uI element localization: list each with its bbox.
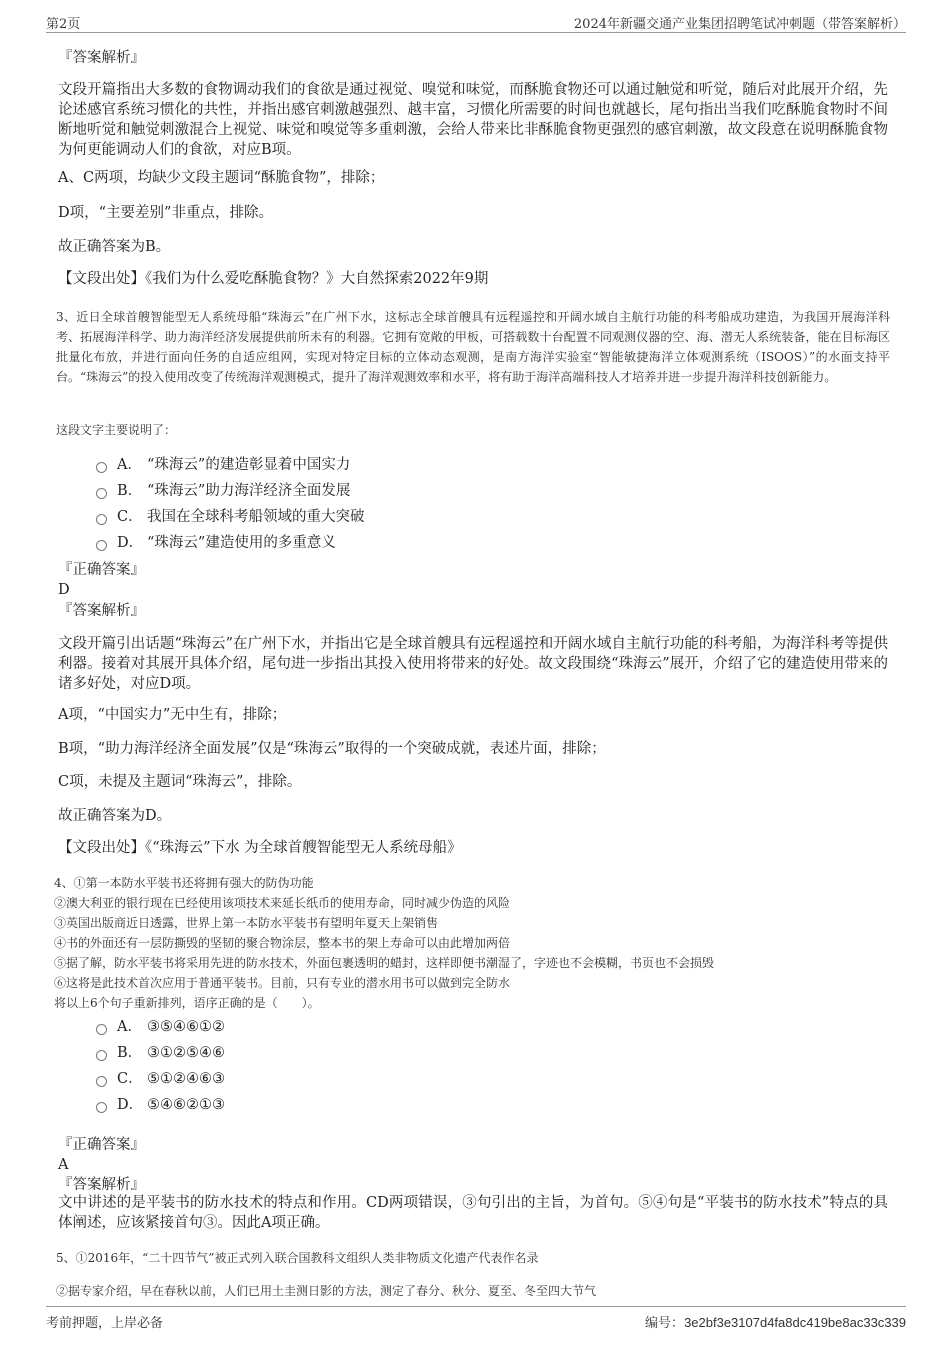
option-letter: B． bbox=[117, 483, 143, 499]
option-text: ③⑤④⑥①② bbox=[147, 1019, 225, 1035]
footer-slogan: 考前押题，上岸必备 bbox=[46, 1316, 164, 1331]
option-text: ③①②⑤④⑥ bbox=[147, 1045, 225, 1061]
q2-analysis-label: 『答案解析』 bbox=[58, 50, 145, 66]
q3-answer-label: 『正确答案』 bbox=[58, 562, 145, 578]
option-letter: A． bbox=[117, 1019, 142, 1035]
option-text: ⑤①②④⑥③ bbox=[147, 1071, 225, 1087]
option-letter: B． bbox=[117, 1045, 143, 1061]
q2-line-d: D项，“主要差别”非重点，排除。 bbox=[58, 205, 273, 221]
option-letter: A． bbox=[117, 457, 142, 473]
option-text: 我国在全球科考船领域的重大突破 bbox=[147, 509, 365, 525]
code-label: 编号： bbox=[645, 1316, 685, 1331]
q4-sentence-5: ⑤据了解，防水平装书将采用先进的防水技术，外面包裹透明的蜡封，这样即便书潮湿了，字迹也不会模糊，书页也不会损毁 bbox=[54, 956, 715, 970]
q3-answer: D bbox=[58, 582, 70, 598]
q4-option-b[interactable] bbox=[96, 1043, 225, 1063]
q4-option-a[interactable] bbox=[96, 1017, 225, 1037]
q3-source: 【文段出处】《“珠海云”下水 为全球首艘智能型无人系统母船》 bbox=[58, 840, 462, 856]
q3-line-c: C项，未提及主题词“珠海云”，排除。 bbox=[58, 774, 302, 790]
option-letter: C． bbox=[117, 1071, 143, 1087]
q3-analysis-label: 『答案解析』 bbox=[58, 603, 145, 619]
q3-prompt: 这段文字主要说明了： bbox=[56, 423, 177, 437]
header-divider bbox=[46, 32, 906, 33]
radio-icon[interactable] bbox=[96, 540, 107, 551]
radio-icon[interactable] bbox=[96, 1024, 107, 1035]
q4-analysis-text: 文中讲述的是平装书的防水技术的特点和作用。CD两项错误，③句引出的主旨，为首句。⑤④句是“平装书的防水技术”特点的具体阐述，应该紧接首句③。因此A项正确。 bbox=[58, 1195, 888, 1231]
q3-line-b: B项，“助力海洋经济全面发展”仅是“珠海云”取得的一个突破成就，表述片面，排除； bbox=[58, 741, 606, 757]
q5-sentence-1: 5、①2016年，“二十四节气”被正式列入联合国教科文组织人类非物质文化遗产代表作名录 bbox=[56, 1251, 539, 1265]
q2-analysis-text: 文段开篇指出大多数的食物调动我们的食欲是通过视觉、嗅觉和味觉，而酥脆食物还可以通过触觉和听觉，随后对此展开介绍，先论述感官系统习惯化的共性，并指出感官刺激越强烈、越丰富，习惯化所需要的时间也就越长，尾句指出当我们吃酥脆食物时不间断地听觉和触觉刺激混合上视觉、味觉和嗅觉等多重刺激，会给人带来比非酥脆食物更强烈的感官刺激，故文段意在说明酥脆食物为何更能调动人们的食欲，对应B项。 bbox=[58, 82, 888, 158]
q4-sentence-1: 4、①第一本防水平装书还将拥有强大的防伪功能 bbox=[54, 876, 314, 890]
option-text: “珠海云”建造使用的多重意义 bbox=[147, 535, 336, 551]
option-text: “珠海云”的建造彰显着中国实力 bbox=[147, 457, 351, 473]
document-code bbox=[645, 1312, 906, 1331]
option-letter: C． bbox=[117, 509, 143, 525]
option-letter: D． bbox=[117, 535, 144, 551]
q2-line-ac: A、C两项，均缺少文段主题词“酥脆食物”，排除； bbox=[58, 170, 385, 186]
q3-correct-answer: 故正确答案为D。 bbox=[58, 808, 172, 824]
q4-analysis-label: 『答案解析』 bbox=[58, 1177, 145, 1193]
q5-sentence-2: ②据专家介绍，早在春秋以前，人们已用土圭测日影的方法，测定了春分、秋分、夏至、冬至四大节气 bbox=[56, 1284, 597, 1298]
q3-stem: 3、近日全球首艘智能型无人系统母船“珠海云”在广州下水，这标志全球首艘具有远程遥控和开阔水域自主航行功能的科考船成功建造，为我国开展海洋科考、拓展海洋科学、助力海洋经济发展提供前所未有的利器。它拥有宽敞的甲板，可搭载数十台配置不同观测仪器的空、海、潜无人系统装备，能在目标海区批量化布放，并进行面向任务的自适应组网，实现对特定目标的立体动态观测，是南方海洋实验室“智能敏捷海洋立体观测系统（ISOOS）”的水面支持平台。“珠海云”的投入使用改变了传统海洋观测模式，提升了海洋观测效率和水平，将有助于海洋高端科技人才培养并进一步提升海洋科技创新能力。 bbox=[56, 310, 890, 384]
q4-option-d[interactable] bbox=[96, 1095, 225, 1115]
q3-analysis-text: 文段开篇引出话题“珠海云”在广州下水，并指出它是全球首艘具有远程遥控和开阔水域自主航行功能的科考船，为海洋科考等提供利器。接着对其展开具体介绍，尾句进一步指出其投入使用将带来的好处。故文段围绕“珠海云”展开，介绍了它的建造使用带来的诸多好处，对应D项。 bbox=[58, 636, 888, 692]
q3-option-b[interactable] bbox=[96, 481, 350, 501]
q4-option-c[interactable] bbox=[96, 1069, 225, 1089]
page-number: 第2页 bbox=[46, 17, 81, 32]
q3-option-d[interactable] bbox=[96, 533, 336, 553]
q2-correct-answer: 故正确答案为B。 bbox=[58, 239, 171, 255]
q4-prompt: 将以上6个句子重新排列，语序正确的是（ ）。 bbox=[54, 996, 320, 1010]
radio-icon[interactable] bbox=[96, 1076, 107, 1087]
radio-icon[interactable] bbox=[96, 488, 107, 499]
option-text: “珠海云”助力海洋经济全面发展 bbox=[147, 483, 351, 499]
document-title: 2024年新疆交通产业集团招聘笔试冲刺题（带答案解析） bbox=[573, 17, 906, 32]
footer-divider bbox=[46, 1306, 906, 1307]
q2-source: 【文段出处】《我们为什么爱吃酥脆食物？》大自然探索2022年9期 bbox=[58, 271, 489, 287]
radio-icon[interactable] bbox=[96, 1050, 107, 1061]
radio-icon[interactable] bbox=[96, 1102, 107, 1113]
q3-line-a: A项，“中国实力”无中生有，排除； bbox=[58, 707, 287, 723]
option-letter: D． bbox=[117, 1097, 144, 1113]
radio-icon[interactable] bbox=[96, 514, 107, 525]
q4-sentence-6: ⑥这将是此技术首次应用于普通平装书。目前，只有专业的潜水用书可以做到完全防水 bbox=[54, 976, 511, 990]
q4-answer: A bbox=[58, 1157, 69, 1173]
q4-sentence-2: ②澳大利亚的银行现在已经使用该项技术来延长纸币的使用寿命，同时减少伪造的风险 bbox=[54, 896, 511, 910]
radio-icon[interactable] bbox=[96, 462, 107, 473]
q4-sentence-4: ④书的外面还有一层防撕毁的坚韧的聚合物涂层，整本书的架上寿命可以由此增加两倍 bbox=[54, 936, 511, 950]
q4-answer-label: 『正确答案』 bbox=[58, 1137, 145, 1153]
q3-option-a[interactable] bbox=[96, 455, 350, 475]
code-value: 3e2bf3e3107d4fa8dc419be8ac33c339 bbox=[684, 1315, 906, 1330]
q3-option-c[interactable] bbox=[96, 507, 365, 527]
q4-sentence-3: ③英国出版商近日透露，世界上第一本防水平装书有望明年夏天上架销售 bbox=[54, 916, 439, 930]
option-text: ⑤④⑥②①③ bbox=[147, 1097, 225, 1113]
